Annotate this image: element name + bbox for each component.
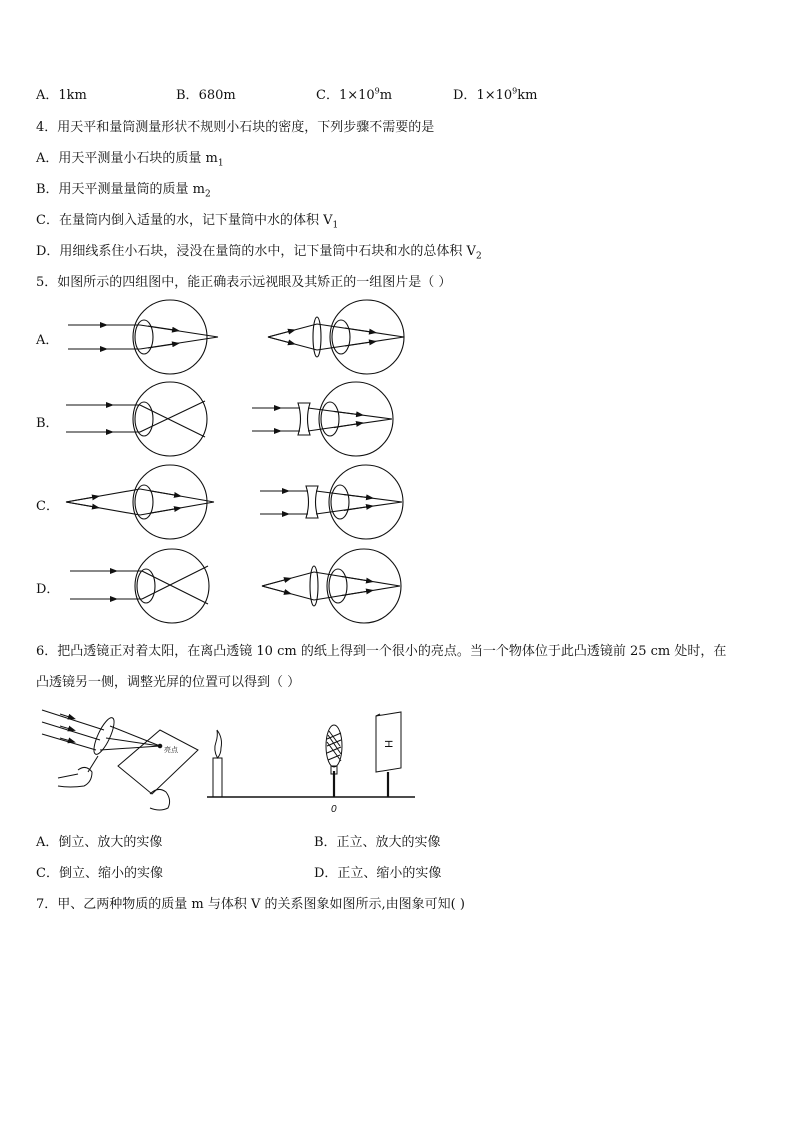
q7-stem: 7．甲、乙两种物质的质量 m 与体积 V 的关系图象如图所示,由图象可知( ) — [36, 897, 465, 912]
eye-diagram-d-right — [262, 549, 401, 623]
q6-bright-spot-label: 亮点 — [164, 747, 178, 754]
q6-sun-lens-figure — [40, 702, 200, 814]
q5-stem: 5．如图所示的四组图中，能正确表示远视眼及其矫正的一组图片是（ ） — [36, 275, 452, 290]
q3-option-c: C．$1\times 10^9m$ — [316, 86, 393, 103]
q6-screen-image-label: H — [382, 740, 394, 748]
q4-option-c: C．在量筒内倒入适量的水，记下量筒中水的体积 $V_1$ — [36, 213, 339, 231]
q6-stem-line1: 6．把凸透镜正对着太阳，在离凸透镜 10 cm 的纸上得到一个很小的亮点。当一个物体位于此凸透镜前 25 cm 处时，在 — [36, 644, 727, 659]
q6-option-d: D．正立、缩小的实像 — [314, 866, 442, 881]
q5-option-b-label: B． — [36, 416, 59, 431]
q6-option-b: B．正立、放大的实像 — [314, 835, 441, 850]
q5-option-a-label: A． — [36, 333, 59, 348]
eye-diagram-b-right — [252, 382, 393, 456]
q6-bench-origin-label: 0 — [331, 804, 337, 815]
eye-diagram-b-left — [66, 382, 207, 456]
q3-option-b: B．680m — [176, 88, 236, 103]
q6-stem-line2: 凸透镜另一侧，调整光屏的位置可以得到（ ） — [36, 675, 301, 690]
q6-option-c: C．倒立、缩小的实像 — [36, 866, 163, 881]
eye-diagram-c-right — [260, 465, 403, 539]
q5-option-d-label: D． — [36, 582, 60, 597]
eye-diagram-c-left — [66, 465, 214, 539]
q5-option-c-label: C． — [36, 499, 59, 514]
eye-diagram-a-right — [268, 300, 404, 374]
q6-option-a: A．倒立、放大的实像 — [36, 835, 163, 850]
q4-option-d: D．用细线系住小石块，浸没在量筒的水中，记下量筒中石块和水的总体积 $V_2$ — [36, 244, 482, 262]
q4-option-a: A．用天平测量小石块的质量 $m_1$ — [36, 151, 224, 169]
q4-stem: 4．用天平和量筒测量形状不规则小石块的密度，下列步骤不需要的是 — [36, 120, 435, 135]
eye-diagram-a-left — [68, 300, 218, 374]
q6-optical-bench-figure — [205, 706, 419, 818]
eye-diagram-d-left — [70, 549, 209, 623]
q3-option-d: D．$1\times 10^9km$ — [453, 86, 538, 103]
q3-option-a: A．1km — [36, 88, 87, 103]
q4-option-b: B．用天平测量量筒的质量 $m_2$ — [36, 182, 211, 200]
